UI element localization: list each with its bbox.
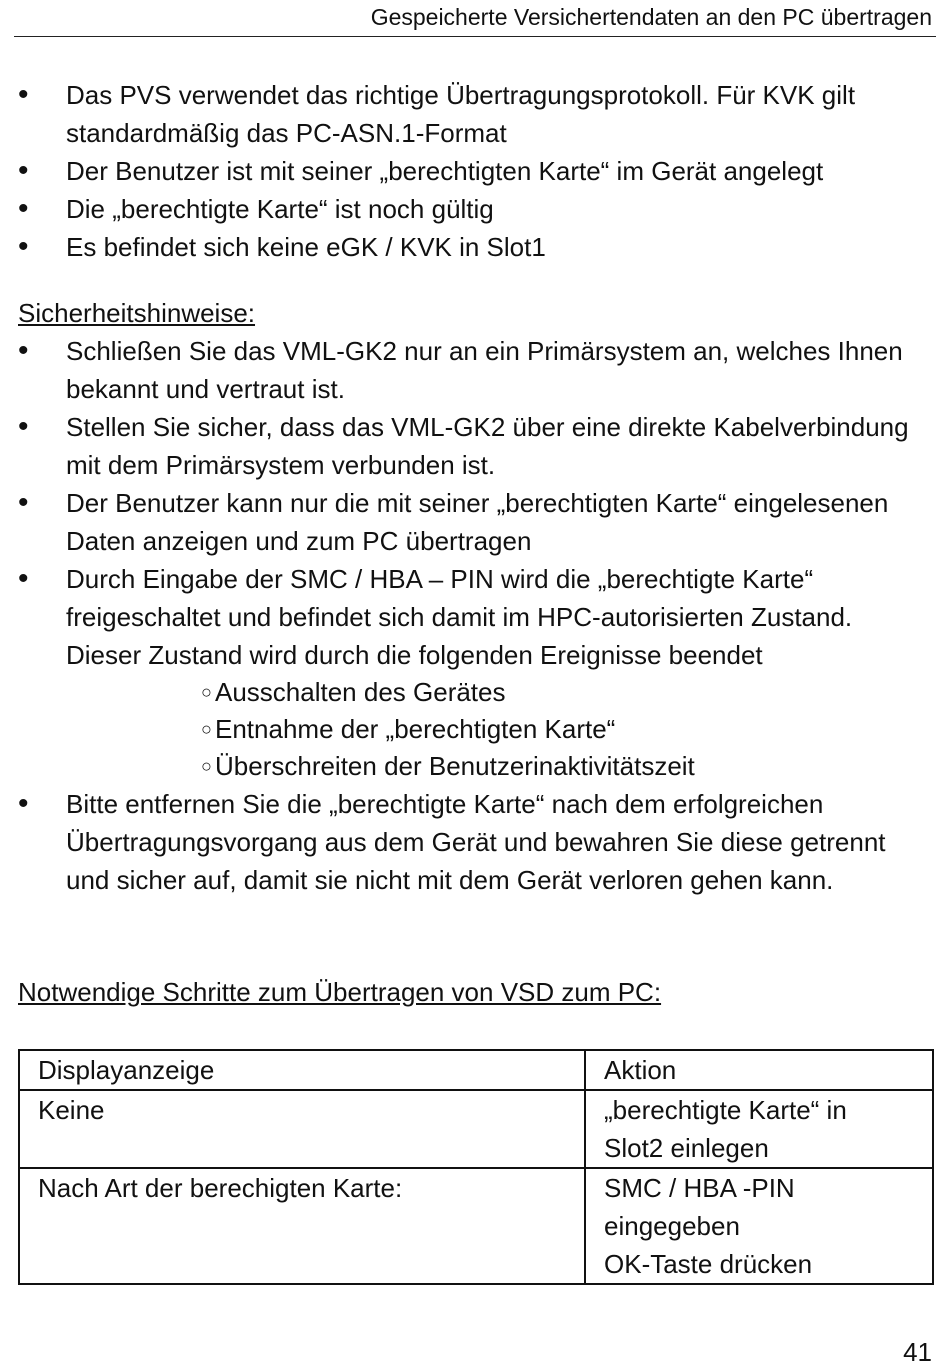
list-item: • Die „berechtigte Karte“ ist noch gültig — [18, 190, 934, 228]
sub-list-item: ○ Ausschalten des Gerätes — [18, 674, 934, 711]
display-cell: Nach Art der berechigten Karte: — [19, 1168, 585, 1284]
list-item: • Der Benutzer kann nur die mit seiner „berechtigten Karte“ eingelesenen Daten anzeigen und zum PC übertragen — [18, 484, 934, 560]
column-header-display: Displayanzeige — [19, 1050, 585, 1090]
column-header-action: Aktion — [585, 1050, 933, 1090]
spacer — [18, 266, 934, 294]
page-content — [18, 76, 934, 1285]
list-item: • Das PVS verwendet das richtige Übertragungsprotokoll. Für KVK gilt standardmäßig das PC-ASN.1-Format — [18, 76, 934, 152]
termination-events-list — [18, 674, 934, 785]
spacer — [18, 899, 934, 973]
action-cell — [585, 1168, 933, 1284]
action-cell — [585, 1090, 933, 1168]
table-row — [19, 1168, 933, 1284]
action-line: OK-Taste drücken — [604, 1249, 813, 1279]
table-header-row — [19, 1050, 933, 1090]
action-line: eingegeben — [604, 1211, 740, 1241]
header-divider — [14, 36, 936, 37]
list-item: • Schließen Sie das VML-GK2 nur an ein Primärsystem an, welches Ihnen bekannt und vertraut ist. — [18, 332, 934, 408]
page-number: 41 — [903, 1337, 932, 1367]
safety-list-continued — [18, 785, 934, 899]
table-row — [19, 1090, 933, 1168]
action-line: SMC / HBA -PIN — [604, 1173, 795, 1203]
safety-heading: Sicherheitshinweise: — [18, 298, 256, 328]
list-item: • Es befindet sich keine eGK / KVK in Slot1 — [18, 228, 934, 266]
requirements-list — [18, 76, 934, 266]
steps-heading: Notwendige Schritte zum Übertragen von VSD zum PC: — [18, 977, 662, 1007]
safety-list — [18, 332, 934, 674]
list-item: • Stellen Sie sicher, dass das VML-GK2 über eine direkte Kabelverbindung mit dem Primärsystem verbunden ist. — [18, 408, 934, 484]
sub-list-item: ○ Überschreiten der Benutzerinaktivitätszeit — [18, 748, 934, 785]
action-line: „berechtigte Karte“ in — [604, 1095, 847, 1125]
steps-table — [18, 1049, 934, 1285]
list-item: • Durch Eingabe der SMC / HBA – PIN wird die „berechtigte Karte“ freigeschaltet und befindet sich damit im HPC-autorisierten Zustand. Dieser Zustand wird durch die folgenden Ereignisse beendet — [18, 560, 934, 674]
list-item: • Der Benutzer ist mit seiner „berechtigten Karte“ im Gerät angelegt — [18, 152, 934, 190]
display-cell: Keine — [19, 1090, 585, 1168]
list-item: • Bitte entfernen Sie die „berechtigte Karte“ nach dem erfolgreichen Übertragungsvorgang aus dem Gerät und bewahren Sie diese getrennt und sicher auf, damit sie nicht mit dem Gerät verloren gehen kann. — [18, 785, 934, 899]
page-header-title: Gespeicherte Versichertendaten an den PC übertragen — [370, 4, 932, 30]
action-line: Slot2 einlegen — [604, 1133, 769, 1163]
sub-list-item: ○ Entnahme der „berechtigten Karte“ — [18, 711, 934, 748]
spacer — [18, 1011, 934, 1049]
